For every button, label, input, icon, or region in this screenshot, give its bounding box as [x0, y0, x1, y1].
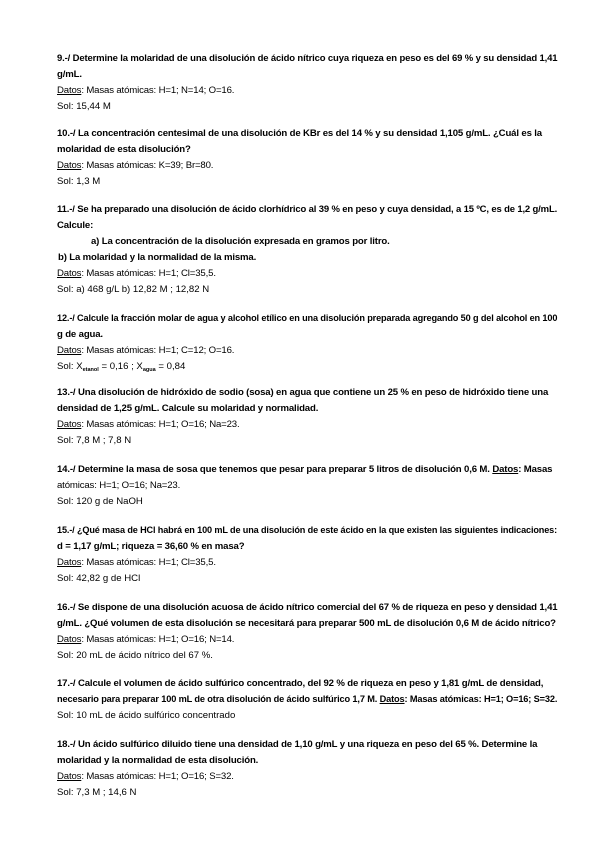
solution: Sol: 15,44 M	[57, 101, 111, 112]
solution: Sol: 7,3 M ; 14,6 N	[57, 787, 137, 798]
datos-label: Datos	[492, 464, 519, 475]
problem-text-line: molaridad y la normalidad de esta disolución.	[57, 755, 259, 766]
solution: Sol: 1,3 M	[57, 176, 101, 187]
solution: Sol: 7,8 M ; 7,8 N	[57, 435, 132, 446]
datos-label: Datos	[379, 694, 405, 705]
problem-text-line: Calcule:	[57, 220, 94, 231]
sub-question-a: a) La concentración de la disolución expresada en gramos por litro.	[91, 236, 390, 247]
datos-label: Datos	[57, 268, 82, 279]
problem-12	[57, 311, 557, 375]
problem-text-line: g/mL. ¿Qué volumen de esta disolución se necesitará para preparar 500 mL de disolución 0,6 M de ácido nítrico?	[57, 618, 556, 629]
problem-16	[57, 600, 557, 664]
problem-text-line: 15.-/ ¿Qué masa de HCl habrá en 100 mL de una disolución de este ácido en la que existen las siguientes indicaciones:	[57, 525, 558, 536]
problem-text-line: molaridad de esta disolución?	[57, 144, 191, 155]
problem-text-line: 18.-/ Un ácido sulfúrico diluido tiene una densidad de 1,10 g/mL y una riqueza en peso del 65 %. Determine la	[57, 739, 538, 750]
problem-13	[57, 385, 557, 449]
datos-text: : Masas atómicas: H=1; N=14; O=16.	[81, 85, 235, 96]
solution: Sol: 10 mL de ácido sulfúrico concentrado	[57, 710, 236, 721]
datos-text: atómicas: H=1; O=16; Na=23.	[57, 480, 181, 491]
solution: Sol: 42,82 g de HCl	[57, 573, 141, 584]
problem-text-line: g/mL.	[57, 69, 82, 80]
problem-18	[57, 737, 557, 801]
datos-text: : Masas atómicas: H=1; O=16; N=14.	[81, 634, 235, 645]
problem-text-line: 12.-/ Calcule la fracción molar de agua y alcohol etílico en una disolución preparada agregando 50 g del alcohol en 100	[57, 313, 558, 324]
datos-text: : Masas atómicas: H=1; C=12; O=16.	[81, 345, 235, 356]
problem-text-line: 16.-/ Se dispone de una disolución acuosa de ácido nítrico comercial del 67 % de riqueza en peso y densidad 1,41	[57, 602, 558, 613]
problem-text-line: 14.-/ Determine la masa de sosa que tenemos que pesar para preparar 5 litros de disolución 0,6 M. Datos: Masas	[57, 464, 553, 475]
problem-14	[57, 462, 557, 510]
problem-9	[57, 51, 557, 115]
problem-text-line: 17.-/ Calcule el volumen de ácido sulfúrico concentrado, del 92 % de riqueza en peso y 1,81 g/mL de densidad,	[57, 678, 544, 689]
problem-text-line: densidad de 1,25 g/mL. Calcule su molaridad y normalidad.	[57, 403, 319, 414]
datos-label: Datos	[57, 345, 82, 356]
solution: Sol: 20 mL de ácido nítrico del 67 %.	[57, 650, 213, 661]
datos-text: : Masas atómicas: H=1; O=16; Na=23.	[81, 419, 240, 430]
solution: Sol: $X_{etanol} = 0,16$ ; $X_{agua} = 0,84$	[57, 361, 186, 373]
sub-question-b: b) La molaridad y la normalidad de la misma.	[58, 252, 257, 263]
problem-text-line: necesario para preparar 100 mL de otra disolución de ácido sulfúrico 1,7 M. Datos: Masas atómicas: H=1; O=16; S=32.	[57, 694, 558, 705]
datos-label: Datos	[57, 419, 82, 430]
datos-text: : Masas atómicas: K=39; Br=80.	[81, 160, 214, 171]
datos-label: Datos	[57, 634, 82, 645]
problem-text-line: 10.-/ La concentración centesimal de una disolución de KBr es del 14 % y su densidad 1,105 g/mL. ¿Cuál es la	[57, 128, 542, 139]
problem-11	[57, 202, 557, 298]
problem-text-line: d = 1,17 g/mL; riqueza = 36,60 % en masa?	[57, 541, 245, 552]
datos-label: Datos	[57, 160, 82, 171]
subscript-etanol: etanol	[82, 367, 99, 373]
datos-text: : Masas atómicas: H=1; Cl=35,5.	[81, 557, 216, 568]
problem-text-line: 9.-/ Determine la molaridad de una disolución de ácido nítrico cuya riqueza en peso es del 69 % y su densidad 1,41	[57, 53, 558, 64]
datos-label: Datos	[57, 771, 82, 782]
subscript-agua: agua	[142, 367, 156, 373]
problem-10	[57, 126, 557, 190]
solution: Sol: 120 g de NaOH	[57, 496, 143, 507]
solution: Sol: a) 468 g/L b) 12,82 M ; 12,82 N	[57, 284, 210, 295]
problem-text-line: g de agua.	[57, 329, 103, 340]
datos-label: Datos	[57, 557, 82, 568]
problem-17	[57, 676, 557, 724]
problem-15	[57, 523, 557, 587]
datos-text: : Masas atómicas: H=1; O=16; S=32.	[81, 771, 234, 782]
problem-text-line: 11.-/ Se ha preparado una disolución de ácido clorhídrico al 39 % en peso y cuya densidad, a 15 ºC, es de 1,2 g/mL.	[57, 204, 558, 215]
problem-text-line: 13.-/ Una disolución de hidróxido de sodio (sosa) en agua que contiene un 25 % en peso de hidróxido tiene una	[57, 387, 549, 398]
datos-text: : Masas atómicas: H=1; Cl=35,5.	[81, 268, 216, 279]
datos-label: Datos	[57, 85, 82, 96]
